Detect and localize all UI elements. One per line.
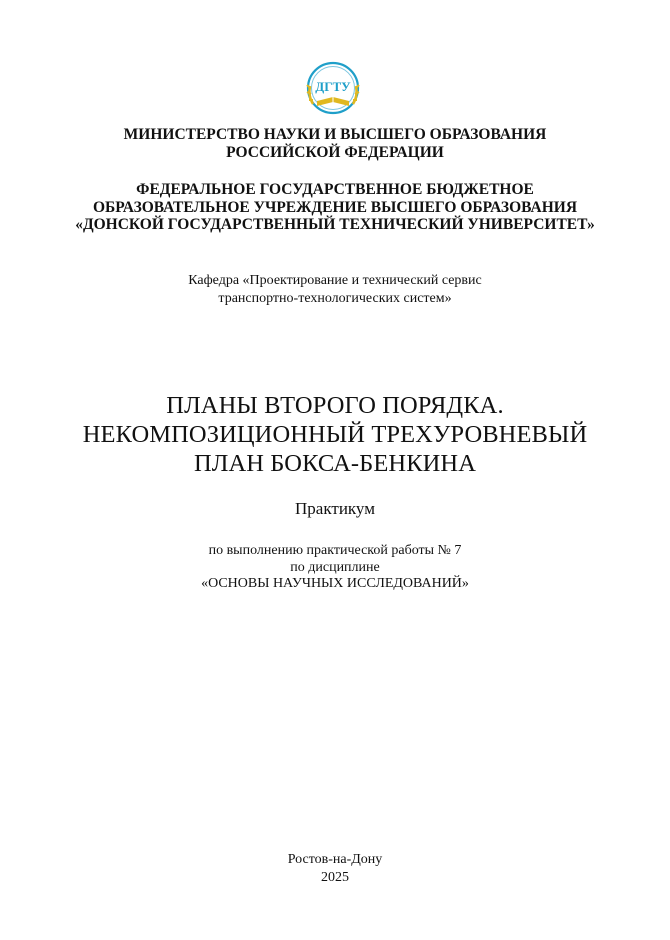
work-line: по выполнению практической работы № 7 (208, 543, 462, 558)
document-title (40, 391, 630, 478)
title-line: ПЛАН БОКСА-БЕНКИНА (193, 450, 477, 477)
document-type: Практикум (295, 499, 375, 518)
ministry-line: РОССИЙСКОЙ ФЕДЕРАЦИИ (226, 143, 444, 161)
work-description (40, 543, 630, 593)
title-line: НЕКОМПОЗИЦИОННЫЙ ТРЕХУРОВНЕВЫЙ (82, 421, 588, 448)
dgtu-emblem-icon (300, 58, 366, 124)
department-line: транспортно-технологических систем» (218, 290, 452, 306)
university-line: ФЕДЕРАЛЬНОЕ ГОСУДАРСТВЕННОЕ БЮДЖЕТНОЕ (136, 181, 534, 198)
university-header (40, 181, 630, 234)
department-line: Кафедра «Проектирование и технический сервис (188, 273, 482, 288)
university-line: ОБРАЗОВАТЕЛЬНОЕ УЧРЕЖДЕНИЕ ВЫСШЕГО ОБРАЗОВАНИЯ (92, 198, 578, 216)
footer (40, 851, 630, 886)
year: 2025 (321, 869, 349, 885)
ministry-line: МИНИСТЕРСТВО НАУКИ И ВЫСШЕГО ОБРАЗОВАНИЯ (123, 126, 547, 143)
work-line: «ОСНОВЫ НАУЧНЫХ ИССЛЕДОВАНИЙ» (201, 576, 469, 591)
university-line: «ДОНСКОЙ ГОСУДАРСТВЕННЫЙ ТЕХНИЧЕСКИЙ УНИВЕРСИТЕТ» (75, 216, 595, 233)
city: Ростов-на-Дону (287, 852, 383, 867)
department (40, 272, 630, 307)
ministry-header (40, 126, 630, 161)
logo-text: ДГТУ (315, 79, 351, 94)
work-line: по дисциплине (290, 559, 380, 575)
title-line: ПЛАНЫ ВТОРОГО ПОРЯДКА. (166, 392, 504, 419)
